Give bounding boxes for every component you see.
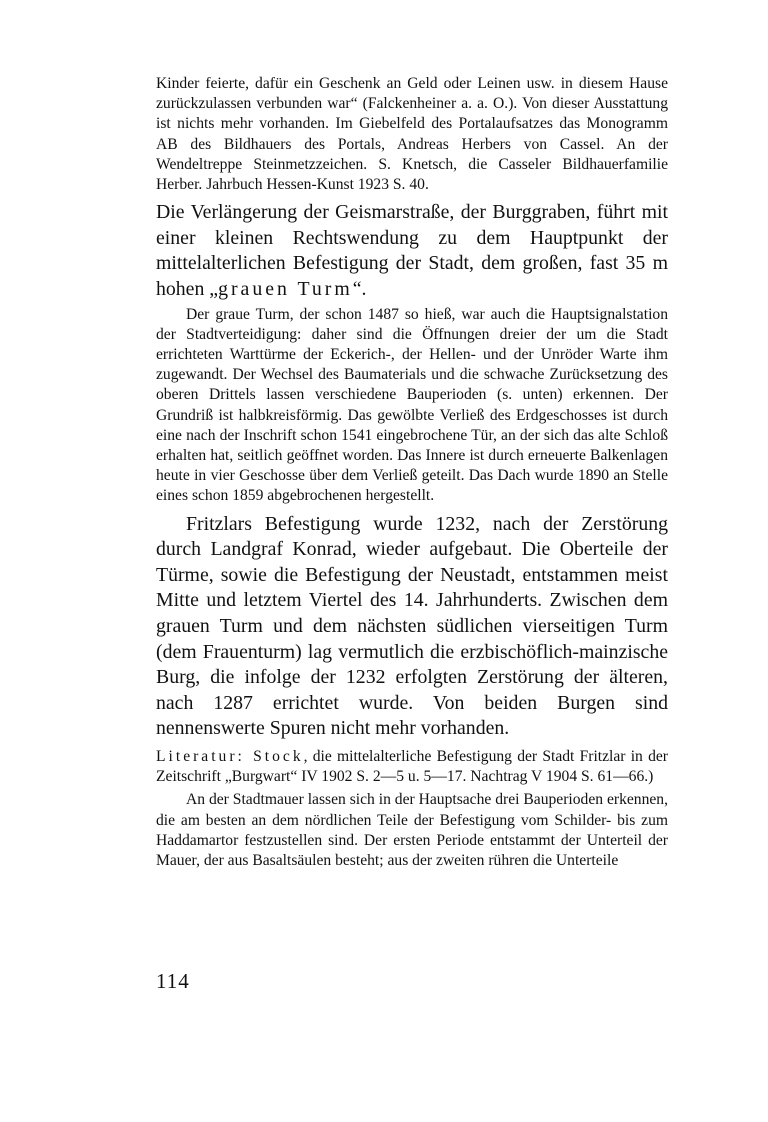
intro-closing-quote: “. [352,278,367,300]
paragraph-literature [156,747,668,787]
paragraph-portal-description: Kinder feierte, dafür ein Geschenk an Geld oder Leinen usw. in diesem Hause zurückzulassen verbunden war“ (Falckenheiner a. a. O.). Von dieser Ausstattung ist nichts mehr vorhanden. Im Giebelfeld des Portalaufsatzes das Monogramm AB des Bildhauers des Portals, Andreas Herbers von Cassel. An der Wendeltreppe Steinmetzzeichen. S. Knetsch, die Casseler Bildhauerfamilie Herber. Jahrbuch Hessen-Kunst 1923 S. 40. [156,75,668,194]
paragraph-grauer-turm-description: Der graue Turm, der schon 1487 so hieß, war auch die Hauptsignalstation der Stadtverteidigung: daher sind die Öffnungen dreier der um die Stadt errichteten Warttürme der Eckerich-, der Hellen- und der Unröder Warte ihm zugewandt. Der Wechsel des Baumaterials und die schwache Zurücksetzung des oberen Drittels lassen verschiedene Bauperioden (s. unten) erkennen. Der Grundriß ist halbkreisförmig. Das gewölbte Verließ des Erdgeschosses ist durch eine nach der Inschrift schon 1541 eingebrochene Tür, an der sich das alte Schloß erhalten hat, seitlich geöffnet worden. Das Innere ist durch erneuerte Balkenlagen heute in vier Geschosse über dem Verließ geteilt. Das Dach wurde 1890 an Stelle eines schon 1859 abgebrochenen hergestellt. [156,305,668,505]
paragraph-stadtmauer-periods: An der Stadtmauer lassen sich in der Hauptsache drei Bauperioden erkennen, die am besten an dem nördlichen Teile der Befestigung vom Schilder- bis zum Haddamartor festzustellen sind. Der ersten Periode entstammt der Unterteil der Mauer, der aus Basaltsäulen besteht; aus der zweiten rühren die Unterteile [156,791,668,869]
paragraph-befestigung-history: Fritzlars Befestigung wurde 1232, nach der Zerstörung durch Landgraf Konrad, wieder aufgebaut. Die Oberteile der Türme, sowie die Befestigung der Neustadt, entstammen meist Mitte und letztem Viertel des 14. Jahrhunderts. Zwischen dem grauen Turm und dem nächsten südlichen vierseitigen Turm (dem Frauenturm) lag vermutlich die erzbischöflich-mainzische Burg, die infolge der 1232 erfolgten Zerstörung der älteren, nach 1287 errichtet wurde. Von beiden Burgen sind nennenswerte Spuren nicht mehr vorhanden. [156,512,668,740]
paragraph-grauer-turm-intro [156,200,668,302]
intro-text: Die Verlängerung der Geismarstraße, der Burggraben, führt mit einer kleinen Rechtswendung zu dem Hauptpunkt der mittelalterlichen Befestigung der Stadt, dem großen, fast 35 m hohen „ [156,201,668,300]
document-page [156,74,668,871]
literature-label: Literatur: Stock [156,747,304,765]
spaced-term-grauen-turm: grauen Turm [218,278,353,300]
page-number: 114 [156,969,190,993]
literature-reference: , die mittelalterliche Befestigung der Stadt Fritzlar in der Zeitschrift „Burgwart“ IV 1902 S. 2—5 u. 5—17. Nachtrag V 1904 S. 61—66.) [156,747,668,786]
